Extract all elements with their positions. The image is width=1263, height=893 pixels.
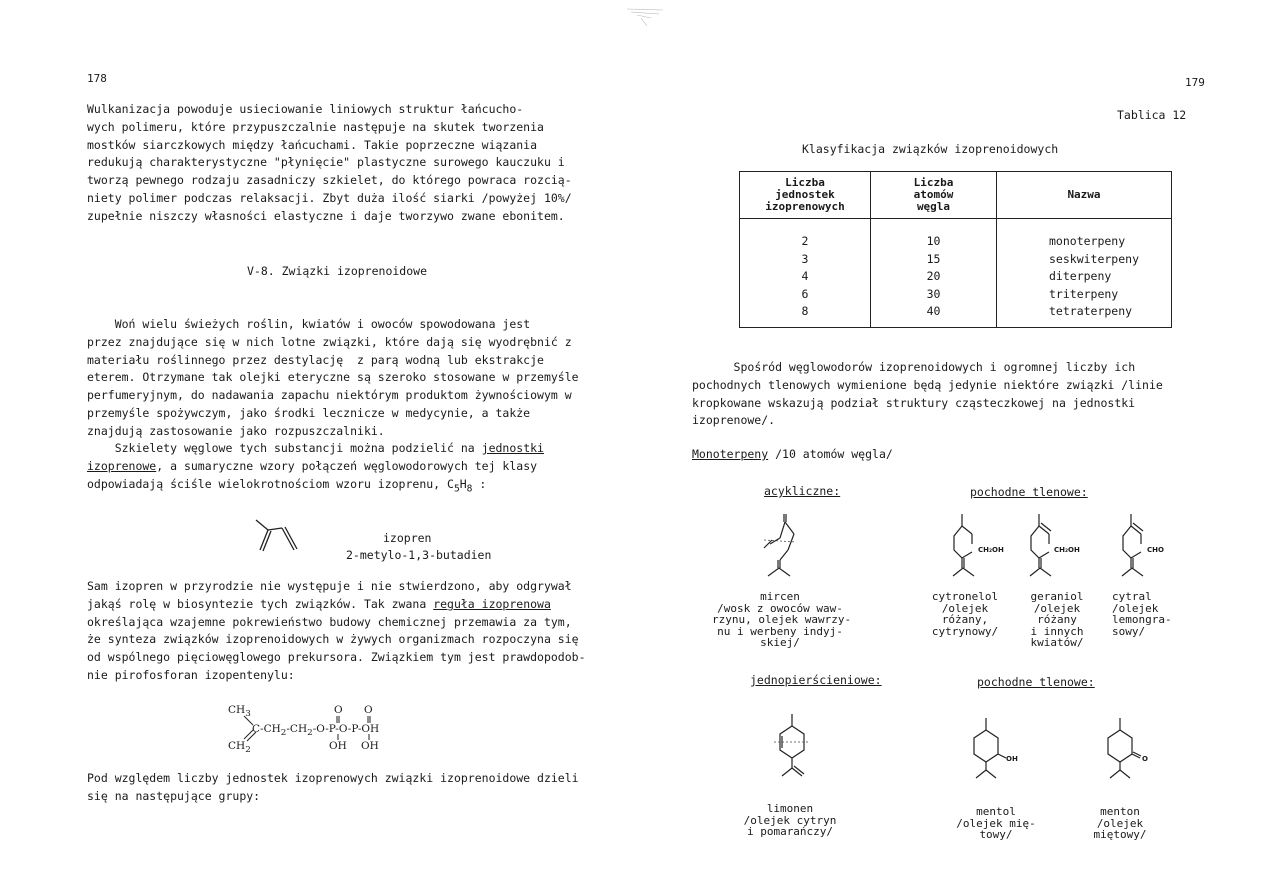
monoterpeny-heading: Monoterpeny /10 atomów węgla/: [692, 447, 893, 461]
caption-cytronelol: cytronelol /olejek różany, cytrynowy/: [931, 590, 999, 638]
isoprene-name: izopren: [383, 531, 432, 545]
table-cell: 20: [926, 269, 941, 284]
left-page: [0, 0, 630, 893]
table-cell: 3: [801, 251, 809, 266]
table-cell: 40: [926, 304, 941, 319]
caption-menton: menton /olejek miętowy/: [1093, 805, 1147, 842]
table-header-row: [740, 172, 1172, 219]
paragraph-hydrocarbons: Spośród węglowodorów izoprenoidowych i ogromnej liczby ich pochodnych tlenowych wymienione będą jedynie niektóre związki /linie kropkowane wskazują podział struktury cząsteczkowej na jednostki izoprenowe/.: [692, 360, 1163, 428]
ipp-bonds: [228, 703, 418, 763]
table-cell: 6: [801, 286, 809, 301]
mentol-structure: [970, 716, 1022, 782]
section-heading: V-8. Związki izoprenoidowe: [246, 264, 427, 278]
table-cell: monoterpeny: [1049, 234, 1126, 248]
caption-geraniol: geraniol /olejek różany i innych kwiatów/: [1030, 590, 1084, 650]
link-isoprene-units: jednostki izoprenowe: [87, 441, 544, 473]
ipp-formula: $CH_3$ O O $C-CH_2-CH_2-O-P-O-P-OH$ $CH_2$ OH OH: [228, 703, 418, 763]
table-cell: 10: [926, 234, 941, 248]
caption-cytral: cytral /olejek lemongra- sowy/: [1112, 590, 1172, 638]
caption-limonen: limonen /olejek cytryn i pomarańczy/: [743, 802, 837, 839]
label-cho: CHO: [1147, 546, 1164, 554]
limonen-structure: [770, 712, 814, 782]
table-cell: 2: [801, 234, 809, 248]
link-isoprene-rule: reguła izoprenowa: [433, 596, 551, 611]
table-cell: tetraterpeny: [1049, 304, 1133, 319]
table-body-row: [740, 219, 1172, 328]
table-cell: 8: [801, 304, 809, 319]
table-cell: 4: [801, 269, 809, 284]
table-label: Tablica 12: [1117, 108, 1187, 122]
oxygen-derivatives-heading-1: pochodne tlenowe:: [970, 485, 1088, 499]
right-page: [630, 0, 1263, 893]
column-carbons: [871, 219, 997, 328]
paragraph-isoprene-rule: Sam izopren w przyrodzie nie występuje i nie stwierdzono, aby odgrywał jakąś rolę w biosyntezie tych związków. Tak zwana reguła izoprenowa określająca wzajemne pokrewieństwo budowy chemicznej przemawia za tym, że synteza związków izoprenoidowych w żywych organizmach rozpoczyna się od wspólnego pięciowęglowego prekursora. Związkiem tym jest prawdopodob- nie pirofosforan izopentenylu:: [87, 579, 586, 682]
paragraph-fragrance: Woń wielu świeżych roślin, kwiatów i owoców spowodowana jest przez znajdujące się w nich lotne związki, które dają się wyodrębnić z materiału roślinnego przez destylację z parą wodną lub ekstrakcje eterem. Otrzymane tak olejki eteryczne są szeroko stosowane w przemyśle perfumeryjnym, do nadawania zapachu niektórym produktom żywnościowym w przemyśle spożywczym, jako środki lecznicze w medycynie, a także znajdują zastosowanie jako rozpuszczalniki.: [87, 317, 579, 438]
acyclic-heading: acykliczne:: [764, 484, 841, 498]
column-names: [997, 219, 1172, 328]
table-cell: 15: [926, 251, 941, 266]
classification-table: [739, 171, 1172, 328]
oxygen-derivatives-heading-2: pochodne tlenowe:: [977, 675, 1095, 689]
column-units: [740, 219, 871, 328]
table-title: Klasyfikacja związków izoprenoidowych: [802, 142, 1059, 156]
header-units: Liczba jednostek izoprenowych: [740, 172, 871, 219]
table-cell: seskwiterpeny: [1049, 251, 1140, 266]
isoprene-iupac: 2-metylo-1,3-butadien: [346, 548, 492, 562]
label-oh: OH: [1006, 755, 1018, 763]
header-carbons: Liczba atomów węgla: [871, 172, 997, 219]
table-cell: 30: [926, 286, 941, 301]
table-cell: diterpeny: [1049, 269, 1112, 284]
caption-mircen: mircen /wosk z owoców waw- rzynu, olejek wawrzy- nu i werbeny indyj- skiej/: [712, 590, 852, 650]
mircen-structure: [758, 512, 802, 580]
menton-structure: [1104, 716, 1156, 782]
paragraph-vulcanization: Wulkanizacja powoduje usieciowanie liniowych struktur łańcucho- wych polimeru, które przypuszczalnie następuje na skutek tworzenia mostków siarczkowych między łańcuchami. Takie poprzeczne wiązania redukują charakterystyczne "płynięcie" plastyczne surowego kauczuku i tworzą pewnego rodzaju zasadniczy szkielet, do którego powraca rozcią- niety polimer podczas relaksacji. Zbyt duża ilość siarki /powyżej 10%/ zupełnie niszczy własności elastyczne i daje tworzywo zwane ebonitem.: [87, 102, 572, 223]
paragraph-skeletons: Szkielety węglowe tych substancji można podzielić na jednostki izoprenowe, a sumaryczne wzory połączeń węglowodorowych tej klasy odpowiadają ściśle wielokrotnościom wzoru izoprenu, $C_5H_8$ :: [87, 441, 544, 494]
table-cell: triterpeny: [1049, 286, 1119, 301]
page-number-left: 178: [87, 72, 107, 85]
page-number-right: 179: [1185, 76, 1205, 89]
header-name: Nazwa: [997, 172, 1172, 219]
paragraph-groups: Pod względem liczby jednostek izoprenowych związki izoprenoidowe dzieli się na następujące grupy:: [87, 771, 579, 803]
isoprene-structure: [252, 518, 302, 554]
label-ch2oh-2: CH₂OH: [1054, 546, 1080, 554]
label-o: O: [1142, 755, 1148, 763]
monocyclic-heading: jednopierścieniowe:: [750, 673, 882, 687]
caption-mentol: mentol /olejek mię- towy/: [956, 805, 1036, 842]
label-ch2oh-1: CH₂OH: [978, 546, 1004, 554]
